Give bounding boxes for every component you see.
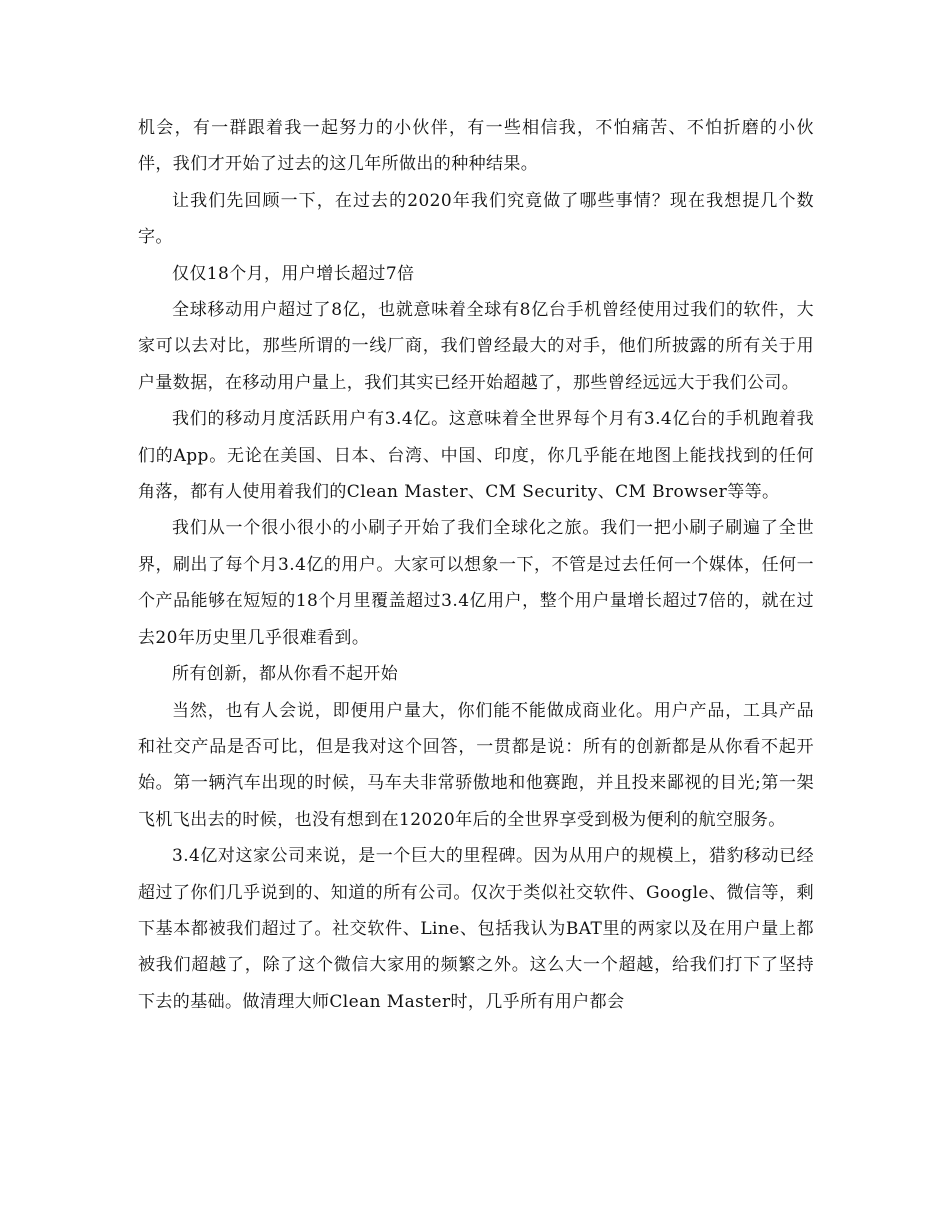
document-body bbox=[138, 110, 814, 1020]
paragraph-5: 我们从一个很小很小的小刷子开始了我们全球化之旅。我们一把小刷子刷遍了全世界，刷出了每个月3.4亿的用户。大家可以想象一下，不管是过去任何一个媒体，任何一个产品能够在短短的18个月里覆盖超过3.4亿用户，整个用户量增长超过7倍的，就在过去20年历史里几乎很难看到。 bbox=[138, 518, 814, 648]
paragraph-4: 我们的移动月度活跃用户有3.4亿。这意味着全世界每个月有3.4亿台的手机跑着我们的App。无论在美国、日本、台湾、中国、印度，你几乎能在地图上能找找到的任何角落，都有人使用着我们的Clean Master、CM Security、CM Browser等等。 bbox=[138, 409, 814, 503]
section-heading-innovation: 所有创新，都从你看不起开始 bbox=[172, 664, 399, 685]
section-heading-user-growth: 仅仅18个月，用户增长超过7倍 bbox=[172, 263, 415, 284]
paragraph-6: 当然，也有人会说，即便用户量大，你们能不能做成商业化。用户产品，工具产品和社交产品是否可比，但是我对这个回答，一贯都是说：所有的创新都是从你看不起开始。第一辆汽车出现的时候，马车夫非常骄傲地和他赛跑，并且投来鄙视的目光;第一架飞机飞出去的时候，也没有想到在12020年后的全世界享受到极为便利的航空服务。 bbox=[138, 700, 814, 830]
paragraph-1: 机会，有一群跟着我一起努力的小伙伴，有一些相信我，不怕痛苦、不怕折磨的小伙伴，我们才开始了过去的这几年所做出的种种结果。 bbox=[138, 118, 814, 175]
paragraph-7: 3.4亿对这家公司来说，是一个巨大的里程碑。因为从用户的规模上，猎豹移动已经超过了你们几乎说到的、知道的所有公司。仅次于类似社交软件、Google、微信等，剩下基本都被我们超过了。社交软件、Line、包括我认为BAT里的两家以及在用户量上都被我们超越了，除了这个微信大家用的频繁之外。这么大一个超越，给我们打下了坚持下去的基础。做清理大师Clean Master时，几乎所有用户都会 bbox=[138, 846, 814, 1012]
paragraph-2: 让我们先回顾一下，在过去的2020年我们究竟做了哪些事情？现在我想提几个数字。 bbox=[138, 190, 814, 248]
paragraph-3: 全球移动用户超过了8亿，也就意味着全球有8亿台手机曾经使用过我们的软件，大家可以去对比，那些所谓的一线厂商，我们曾经最大的对手，他们所披露的所有关于用户量数据，在移动用户量上，我们其实已经开始超越了，那些曾经远远大于我们公司。 bbox=[138, 300, 814, 393]
